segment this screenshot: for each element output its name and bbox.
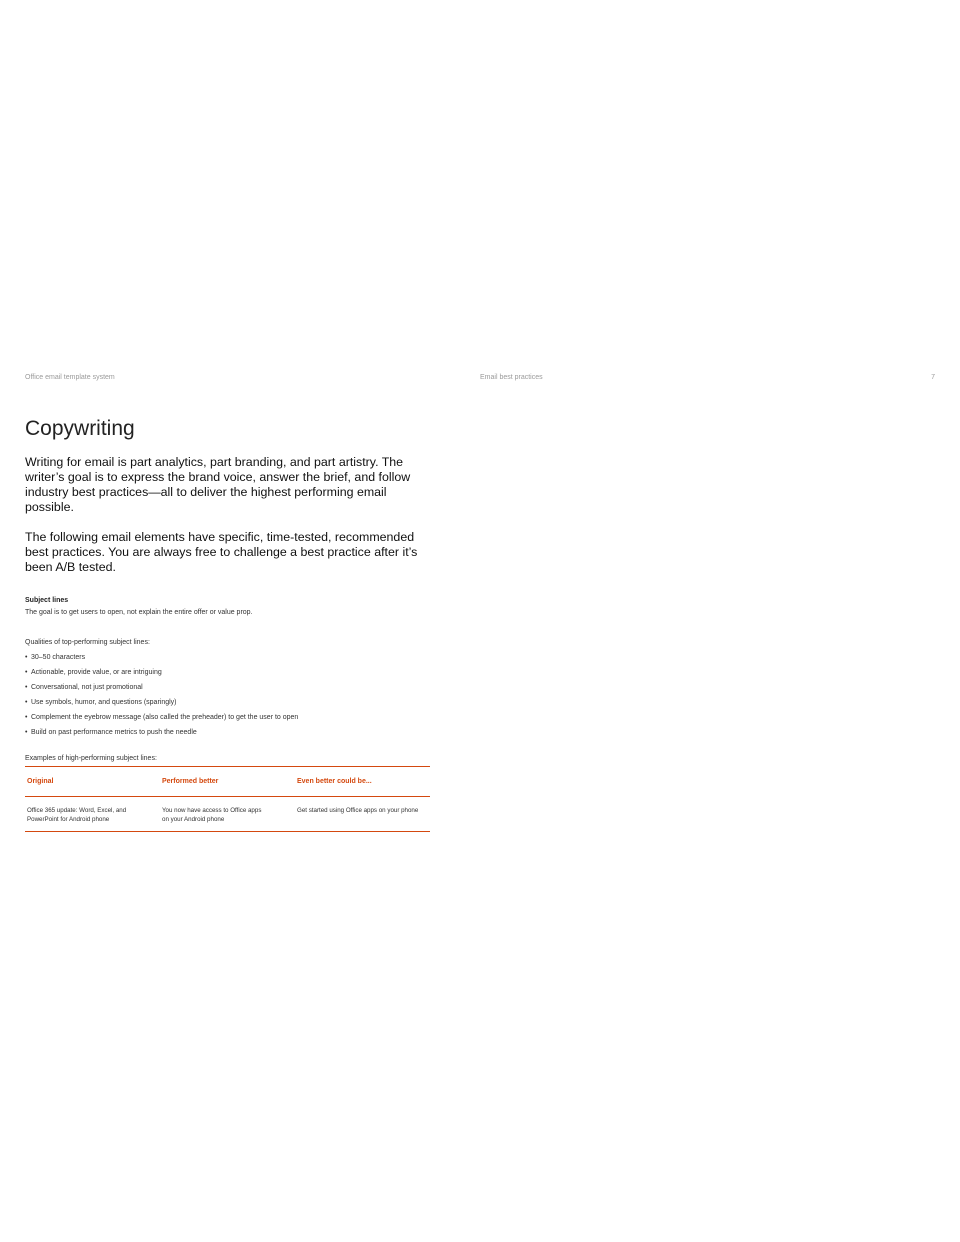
cell-text-even-better: Get started using Office apps on your phone [297, 807, 419, 814]
bullet-icon: • [25, 684, 28, 691]
list-item-text: 30–50 characters [31, 654, 86, 661]
page-title: Copywriting [25, 417, 135, 440]
list-item [25, 697, 430, 712]
page-number: 7 [931, 374, 935, 381]
running-header [25, 374, 935, 386]
main-content [25, 415, 430, 832]
cell-text-performed-better: You now have access to Office apps on your Android phone [162, 807, 262, 823]
document-title: Office email template system [25, 374, 115, 381]
column-header-even-better: Even better could be... [295, 767, 430, 797]
subject-lines-heading: Subject lines [25, 597, 69, 604]
qualities-list [25, 652, 430, 742]
list-item [25, 682, 430, 697]
bullet-icon: • [25, 699, 28, 706]
list-item-text: Build on past performance metrics to push the needle [31, 729, 197, 736]
column-header-performed-better: Performed better [160, 767, 295, 797]
intro-paragraph: Writing for email is part analytics, part branding, and part artistry. The writer’s goal is to express the brand voice, answer the brief, and follow industry best practices—all to deliver the highest performing email possible. [25, 455, 411, 514]
list-item [25, 712, 430, 727]
list-item-text: Use symbols, humor, and questions (sparingly) [31, 699, 177, 706]
list-item [25, 652, 430, 667]
section-title: Email best practices [480, 374, 543, 381]
list-item [25, 727, 430, 742]
table-cell [160, 797, 295, 832]
intro [25, 455, 430, 575]
bullet-icon: • [25, 654, 28, 661]
table-cell [25, 797, 160, 832]
qualities-label: Qualities of top-performing subject lines: [25, 639, 150, 646]
intro-paragraph: The following email elements have specific, time-tested, recommended best practices. You are always free to challenge a best practice after it’s been A/B tested. [25, 530, 418, 574]
subject-lines-goal: The goal is to get users to open, not explain the entire offer or value prop. [25, 609, 253, 616]
examples-table [25, 766, 430, 832]
list-item-text: Conversational, not just promotional [31, 684, 143, 691]
table-row [25, 797, 430, 832]
list-item-text: Complement the eyebrow message (also called the preheader) to get the user to open [31, 714, 299, 721]
examples-label: Examples of high-performing subject lines: [25, 755, 157, 762]
bullet-icon: • [25, 714, 28, 721]
list-item-text: Actionable, provide value, or are intriguing [31, 669, 162, 676]
table-header-row [25, 767, 430, 797]
list-item [25, 667, 430, 682]
cell-text-original: Office 365 update: Word, Excel, and PowerPoint for Android phone [27, 807, 127, 823]
table-cell [295, 797, 430, 832]
bullet-icon: • [25, 669, 28, 676]
column-header-original: Original [25, 767, 160, 797]
bullet-icon: • [25, 729, 28, 736]
